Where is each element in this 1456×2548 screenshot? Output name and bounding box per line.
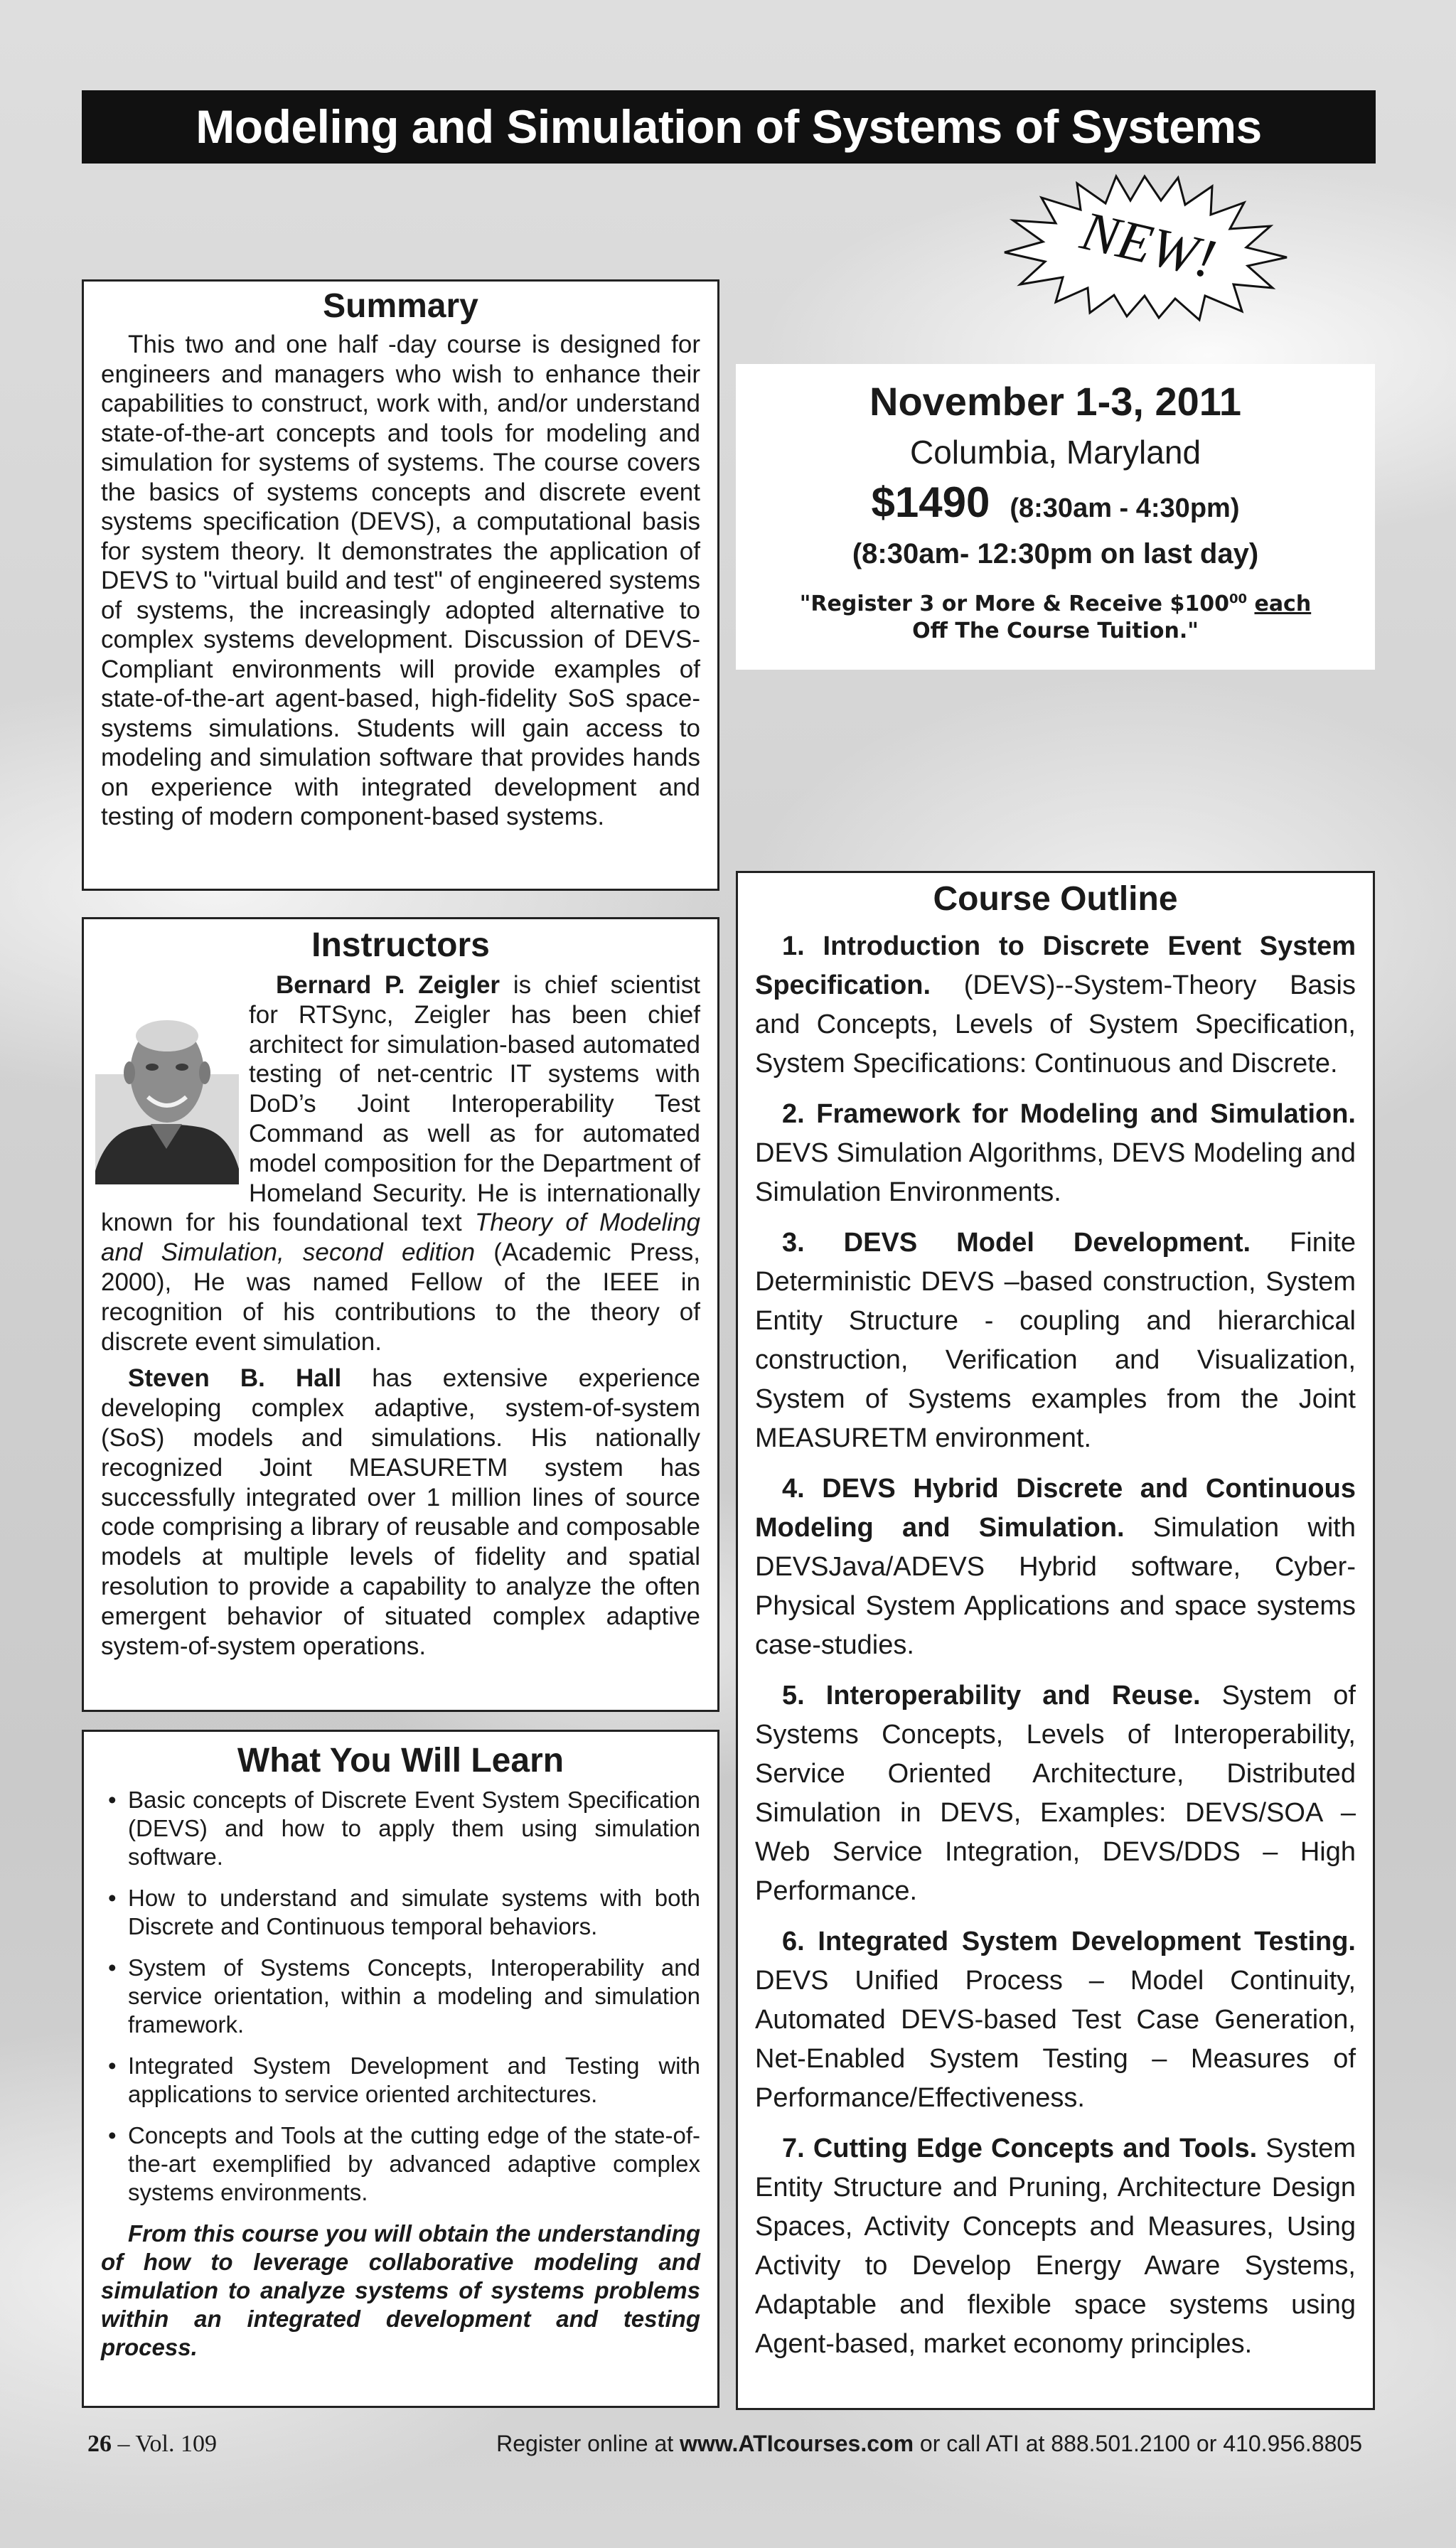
event-date: November 1-3, 2011: [869, 379, 1241, 424]
summary-panel: [82, 279, 719, 891]
outline-item-body: Finite Deterministic DEVS –based construction, System Entity Structure - coupling and hierarchical construction, Verification and Visualization, System of Systems examples from the Joint MEASURETM environment.: [755, 1228, 1356, 1453]
learn-item: [101, 1786, 700, 1871]
outline-item-title: 1. Introduction to Discrete Event System Specification.: [755, 931, 1356, 1000]
hall-bio: has extensive experience developing complex adaptive, system-of-system (SoS) models and simulations. His nationally recognized Joint MEASURETM system has successfully integrated over 1 million lines of source code comprising a library of reusable and composable models at multiple levels of fidelity and spatial resolution to provide a capability to analyze the often emergent behavior of situated complex adaptive system-of-system operations.: [101, 1364, 700, 1660]
volume-label: – Vol. 109: [112, 2431, 218, 2457]
outline-item: [755, 1676, 1356, 1911]
outline-item-body: System Entity Structure and Pruning, Architecture Design Spaces, Activity Concepts and Measures, Using Activity to Develop Energy Aware Systems, Adaptable and flexible space systems using Agent-based, market economy principles.: [755, 2134, 1356, 2359]
zeigler-bio-a: is chief scientist for RTSync, Zeigler has been chief architect for simulation-based automated testing of net-centric IT systems with DoD’s Joint Interoperability Test Command as well as for automated model composition for the Department of Homeland Security. He is internationally known for his foundational text: [101, 971, 700, 1237]
zeigler-book-title: Theory of Modeling and Simulation, second edition: [101, 1209, 700, 1267]
price-row: [736, 478, 1375, 536]
outline-item: [755, 1922, 1356, 2118]
event-info-panel: [736, 364, 1375, 670]
what-you-will-learn-panel: [82, 1730, 719, 2408]
learn-list: [101, 1786, 700, 2207]
page-title: Modeling and Simulation of Systems of Systems: [82, 90, 1376, 164]
instructors-heading: Instructors: [311, 926, 490, 964]
learn-item-text: Basic concepts of Discrete Event System Specification (DEVS) and how to apply them using simulation software.: [128, 1787, 700, 1870]
learn-item: [101, 2121, 700, 2207]
outline-item-title: 6. Integrated System Development Testing.: [782, 1927, 1356, 1956]
outline-item-body: Simulation with DEVSJava/ADEVS Hybrid software, Cyber-Physical System Applications and space systems case-studies.: [755, 1513, 1356, 1660]
outline-item: [755, 1224, 1356, 1458]
course-price: $1490: [871, 478, 990, 526]
outline-item-title: 7. Cutting Edge Concepts and Tools.: [782, 2134, 1258, 2163]
course-hours: (8:30am - 4:30pm): [1010, 493, 1240, 523]
outline-item-body: DEVS Simulation Algorithms, DEVS Modeling and Simulation Environments.: [755, 1138, 1356, 1207]
bullet: •: [108, 2122, 117, 2148]
outline-item: [755, 1470, 1356, 1665]
bullet: •: [108, 1954, 117, 1981]
register-prefix: Register online at: [496, 2431, 680, 2456]
page-footer: [87, 2427, 1367, 2460]
outline-item-body: DEVS Unified Process – Model Continuity, Automated DEVS-based Test Case Generation, Net-Enabled System Testing – Measures of Performance/Effectiveness.: [755, 1966, 1356, 2113]
instructors-panel: [82, 917, 719, 1712]
outline-item-title: 4. DEVS Hybrid Discrete and Continuous Modeling and Simulation.: [755, 1474, 1356, 1543]
learn-item-text: How to understand and simulate systems with both Discrete and Continuous temporal behaviors.: [128, 1885, 700, 1939]
learn-item-text: Concepts and Tools at the cutting edge of the state-of-the-art exemplified by advanced adaptive complex systems environments.: [128, 2122, 700, 2205]
registration-info: [496, 2427, 1362, 2460]
summary-text: This two and one half -day course is designed for engineers and managers who wish to enhance their capabilities to construct, work with, and/or understand state-of-the-art concepts and tools for modeling and simulation for systems of systems. The course covers the basics of systems concepts and discrete event systems specification (DEVS), a computational basis for system theory. It demonstrates the application of DEVS to "virtual build and test" of engineered systems of systems, the increasingly adopted alternative to complex systems development. Discussion of DEVS-Compliant environments will provide examples of state-of-the-art agent-based, high-fidelity SoS space-systems simulations. Students will gain access to modeling and simulation software that provides hands on experience with integrated development and testing of modern component-based systems.: [101, 331, 700, 830]
outline-item-title: 3. DEVS Model Development.: [782, 1228, 1251, 1258]
instructor-bio-zeigler: [101, 970, 700, 1356]
page-number: 26: [87, 2431, 112, 2457]
bullet: •: [108, 2052, 117, 2079]
bullet: •: [108, 1787, 117, 1813]
page-number-label: [87, 2431, 217, 2457]
register-suffix: or call ATI at 888.501.2100 or 410.956.8805: [914, 2431, 1362, 2456]
outline-item: [755, 2129, 1356, 2364]
course-outline-panel: [736, 871, 1375, 2410]
outline-item: [755, 927, 1356, 1083]
outline-item-title: 5. Interoperability and Reuse.: [782, 1681, 1201, 1711]
outline-item-body: System of Systems Concepts, Levels of Interoperability, Service Oriented Architecture, Distributed Simulation in DEVS, Examples: DEVS/SOA – Web Service Integration, DEVS/DDS – High Performance.: [755, 1681, 1356, 1906]
learn-item: [101, 1884, 700, 1941]
bullet: •: [108, 1885, 117, 1911]
outline-item: [755, 1095, 1356, 1212]
learn-item: [101, 1954, 700, 2039]
instructor-name-zeigler: Bernard P. Zeigler: [276, 971, 500, 999]
outline-item-title: 2. Framework for Modeling and Simulation.: [782, 1099, 1356, 1129]
promo-each: each: [1254, 592, 1312, 616]
learn-item: [101, 2052, 700, 2109]
learn-item-text: Integrated System Development and Testing with applications to service oriented architectures.: [128, 2052, 700, 2107]
website-link[interactable]: www.ATIcourses.com: [680, 2431, 914, 2456]
zeigler-bio-b: (Academic Press, 2000), He was named Fellow of the IEEE in recognition of his contributions to the theory of discrete event simulation.: [101, 1238, 700, 1356]
last-day-hours: (8:30am- 12:30pm on last day): [852, 538, 1259, 569]
new-starburst-badge: [992, 171, 1297, 323]
promo-text-b: Off The Course Tuition.": [912, 619, 1199, 643]
outline-heading: Course Outline: [933, 880, 1178, 918]
instructor-bio-hall: [101, 1364, 700, 1661]
learn-item-text: System of Systems Concepts, Interoperability and service orientation, within a modeling and simulation framework.: [128, 1954, 700, 2038]
event-location: Columbia, Maryland: [909, 434, 1201, 471]
learn-heading: What You Will Learn: [237, 1742, 564, 1779]
promo-text-a: "Register 3 or More & Receive $100: [799, 592, 1229, 616]
instructor-photo: [95, 989, 239, 1184]
summary-heading: Summary: [323, 287, 478, 325]
instructor-name-hall: Steven B. Hall: [128, 1364, 342, 1393]
new-badge-text: NEW!: [1075, 198, 1222, 290]
group-discount-promo: [736, 586, 1375, 645]
promo-superscript: 00: [1228, 592, 1248, 606]
outline-item-body: (DEVS)--System-Theory Basis and Concepts, Levels of System Specification, System Specifications: Continuous and Discrete.: [755, 970, 1356, 1078]
learn-closing-statement: From this course you will obtain the understanding of how to leverage collaborative modeling and simulation to analyze systems of systems problems within an integrated development and testing process.: [101, 2220, 700, 2360]
